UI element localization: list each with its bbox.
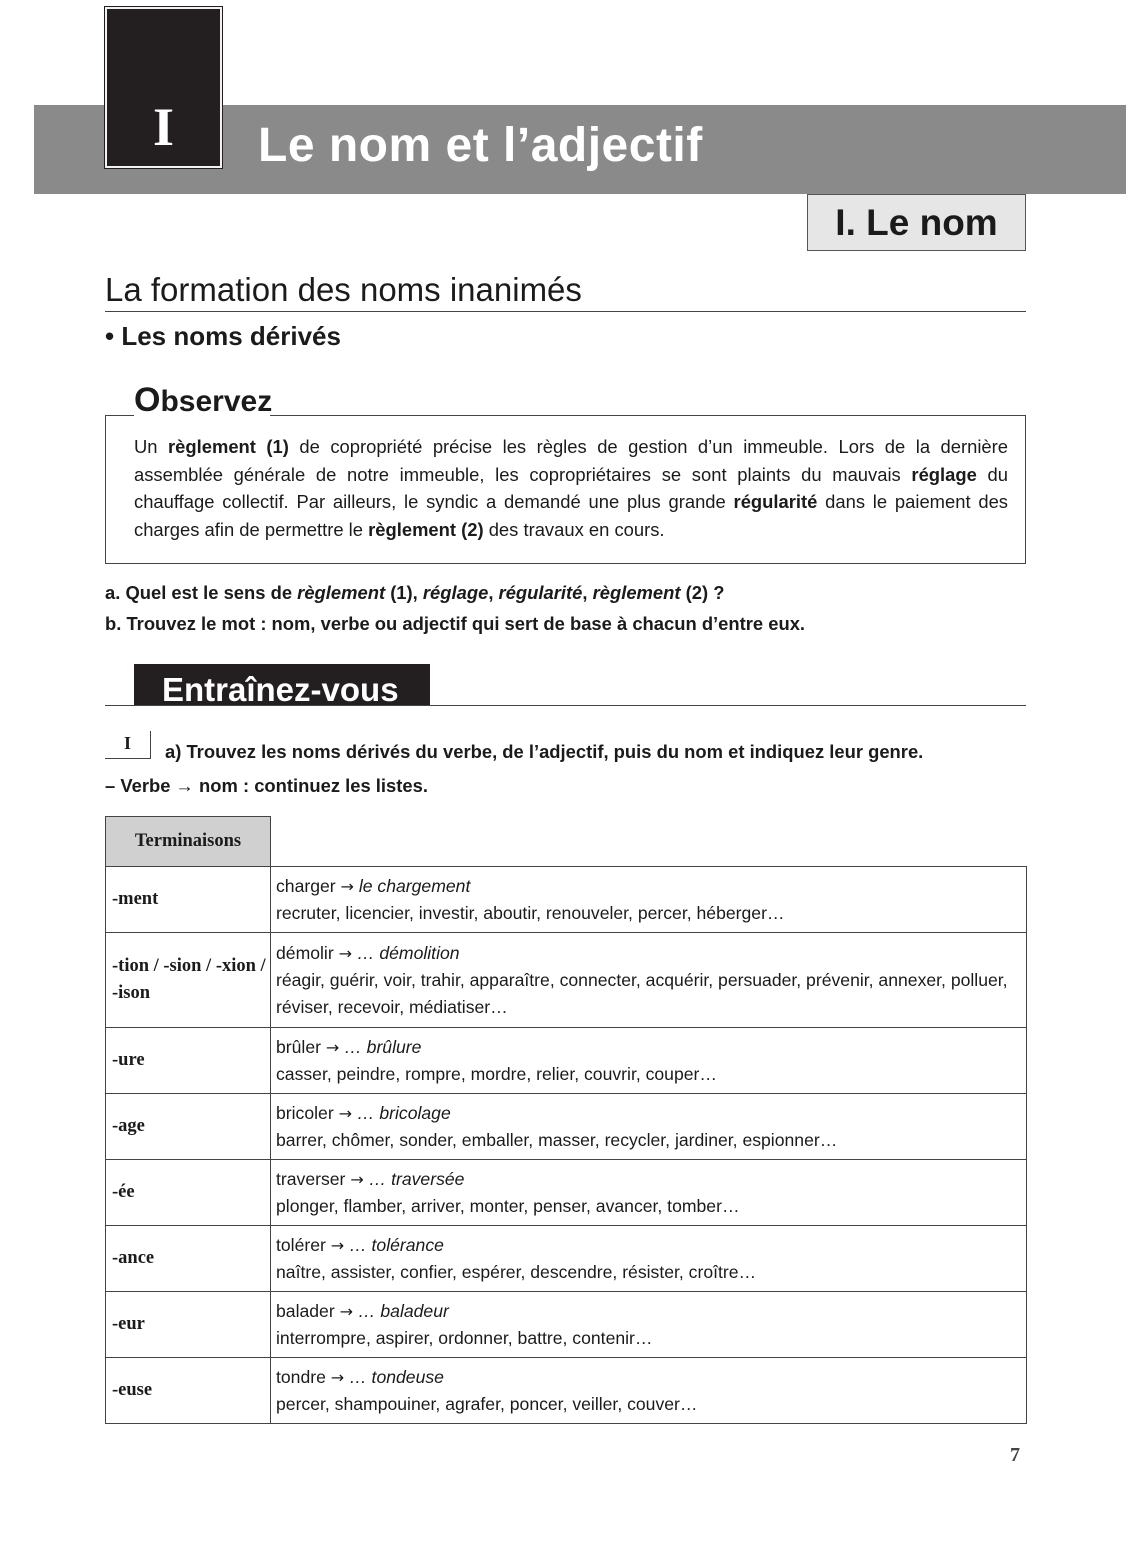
arrow-icon: → bbox=[338, 1103, 352, 1123]
examples-cell bbox=[271, 1292, 1027, 1358]
verb-list: barrer, chômer, sonder, emballer, masser, recycler, jardiner, espionner… bbox=[276, 1129, 838, 1150]
chapter-number: I bbox=[152, 97, 174, 157]
arrow-icon: → bbox=[340, 876, 354, 896]
ending-cell: -tion / -sion / -xion / -ison bbox=[106, 933, 271, 1028]
examples-cell bbox=[271, 1160, 1027, 1226]
example-line bbox=[276, 940, 1026, 967]
example-verb: balader bbox=[276, 1300, 335, 1321]
verb-list: réagir, guérir, voir, trahir, apparaître, connecter, acquérir, persuader, prévenir, annexer, polluer, réviser, recevoir, médiatiser… bbox=[276, 969, 1008, 1017]
observez-text-run: dans le paiement des charges afin de permettre le bbox=[134, 491, 1008, 540]
subheading: • Les noms dérivés bbox=[105, 321, 341, 351]
observez-keyword: règlement (2) bbox=[368, 518, 484, 540]
verb-list: percer, shampouiner, agrafer, poncer, veiller, couver… bbox=[276, 1393, 698, 1414]
example-line bbox=[276, 1100, 1026, 1127]
question-b: b. Trouvez le mot : nom, verbe ou adjectif qui sert de base à chacun d’entre eux. bbox=[105, 613, 806, 634]
example-result: … traversée bbox=[368, 1168, 465, 1189]
verb-list: plonger, flamber, arriver, monter, penser, avancer, tomber… bbox=[276, 1195, 740, 1216]
verb-list: naître, assister, confier, espérer, descendre, résister, croître… bbox=[276, 1261, 757, 1282]
question-a-run: (1), bbox=[385, 582, 423, 603]
chapter-number-box bbox=[105, 7, 222, 168]
table-header-row bbox=[106, 817, 1027, 867]
example-verb: traverser bbox=[276, 1168, 346, 1189]
ending-cell: -euse bbox=[106, 1358, 271, 1424]
question-a-term: régularité bbox=[498, 582, 583, 603]
arrow-icon: → bbox=[325, 1037, 340, 1057]
example-verb: bricoler bbox=[276, 1102, 334, 1123]
table-row bbox=[106, 1226, 1027, 1292]
arrow-icon: → bbox=[330, 1367, 345, 1387]
question-a bbox=[105, 582, 724, 604]
example-line bbox=[276, 873, 1026, 900]
example-verb: tondre bbox=[276, 1366, 326, 1387]
example-verb: charger bbox=[276, 875, 336, 896]
endings-table bbox=[105, 816, 1027, 1424]
question-a-run: , bbox=[488, 582, 499, 603]
example-line bbox=[276, 1364, 1026, 1391]
entrainez-rule bbox=[105, 705, 1026, 706]
examples-cell bbox=[271, 867, 1027, 933]
question-a-term: règlement bbox=[592, 582, 681, 603]
examples-cell bbox=[271, 1358, 1027, 1424]
example-result: … tolérance bbox=[349, 1234, 444, 1255]
example-verb: brûler bbox=[276, 1036, 321, 1057]
examples-cell bbox=[271, 1094, 1027, 1160]
page-number: 7 bbox=[1010, 1444, 1020, 1466]
chapter-title: Le nom et l’adjectif bbox=[258, 119, 703, 172]
table-row bbox=[106, 867, 1027, 933]
lesson-title: La formation des noms inanimés bbox=[105, 269, 1026, 312]
arrow-icon: → bbox=[350, 1169, 364, 1189]
observez-text-run: de copropriété précise les règles de gestion d’un immeuble. Lors de la dernière assemblée générale de notre immeuble, les copropriétaires se sont plaints du mauvais bbox=[134, 436, 1009, 485]
ending-cell: -ure bbox=[106, 1028, 271, 1094]
ending-cell: -eur bbox=[106, 1292, 271, 1358]
verb-list: recruter, licencier, investir, aboutir, renouveler, percer, héberger… bbox=[276, 902, 785, 923]
ending-cell: -age bbox=[106, 1094, 271, 1160]
example-result: … bricolage bbox=[356, 1102, 451, 1123]
verb-list: casser, peindre, rompre, mordre, relier, couvrir, couper… bbox=[276, 1063, 717, 1084]
example-line bbox=[276, 1232, 1026, 1259]
observez-heading-initial: O bbox=[134, 381, 161, 419]
example-verb: démolir bbox=[276, 942, 334, 963]
observez-keyword: règlement (1) bbox=[168, 436, 289, 457]
example-result: le chargement bbox=[358, 875, 471, 896]
observez-keyword: régularité bbox=[733, 491, 818, 513]
ending-cell: -ée bbox=[106, 1160, 271, 1226]
question-a-run: (2) ? bbox=[680, 582, 725, 603]
question-a-run: a. Quel est le sens de bbox=[105, 582, 298, 603]
examples-cell bbox=[271, 1028, 1027, 1094]
observez-text-run: du chauffage collectif. Par ailleurs, le syndic a demandé une plus grande bbox=[134, 463, 1008, 513]
verb-list: interrompre, aspirer, ordonner, battre, contenir… bbox=[276, 1327, 653, 1348]
table-row bbox=[106, 1358, 1027, 1424]
table-header-blank bbox=[271, 817, 1027, 867]
table-header-terminaisons: Terminaisons bbox=[106, 817, 271, 867]
example-line bbox=[276, 1034, 1026, 1061]
exercise-number: I bbox=[105, 731, 151, 759]
example-line bbox=[276, 1298, 1026, 1325]
exercise-instruction: a) Trouvez les noms dérivés du verbe, de l’adjectif, puis du nom et indiquez leur genre. bbox=[165, 741, 924, 762]
observez-heading-rest: bservez bbox=[160, 385, 273, 418]
question-a-run: , bbox=[582, 582, 593, 603]
observez-text-run: Un bbox=[134, 436, 169, 457]
section-tag: I. Le nom bbox=[807, 194, 1026, 251]
table-row bbox=[106, 1094, 1027, 1160]
entrainez-tab: Entraînez-vous bbox=[134, 664, 430, 706]
example-result: … tondeuse bbox=[349, 1366, 444, 1387]
table-row bbox=[106, 1160, 1027, 1226]
arrow-icon: → bbox=[338, 943, 352, 963]
arrow-icon: → bbox=[330, 1235, 345, 1255]
examples-cell bbox=[271, 1226, 1027, 1292]
ending-cell: -ance bbox=[106, 1226, 271, 1292]
arrow-icon: → bbox=[339, 1301, 353, 1321]
ending-cell: -ment bbox=[106, 867, 271, 933]
observez-text bbox=[134, 433, 1008, 543]
question-a-term: règlement bbox=[297, 582, 386, 603]
table-row bbox=[106, 933, 1027, 1028]
observez-text-run: des travaux en cours. bbox=[483, 518, 665, 540]
example-verb: tolérer bbox=[276, 1234, 326, 1255]
example-result: … brûlure bbox=[344, 1036, 422, 1057]
table-row bbox=[106, 1028, 1027, 1094]
examples-cell bbox=[271, 933, 1027, 1028]
question-a-term: réglage bbox=[422, 582, 489, 603]
example-result: … démolition bbox=[356, 942, 460, 963]
exercise-sub-instruction: – Verbe → nom : continuez les listes. bbox=[105, 775, 428, 796]
table-row bbox=[106, 1292, 1027, 1358]
observez-keyword: réglage bbox=[911, 463, 977, 485]
example-line bbox=[276, 1166, 1026, 1193]
example-result: … baladeur bbox=[357, 1300, 449, 1321]
